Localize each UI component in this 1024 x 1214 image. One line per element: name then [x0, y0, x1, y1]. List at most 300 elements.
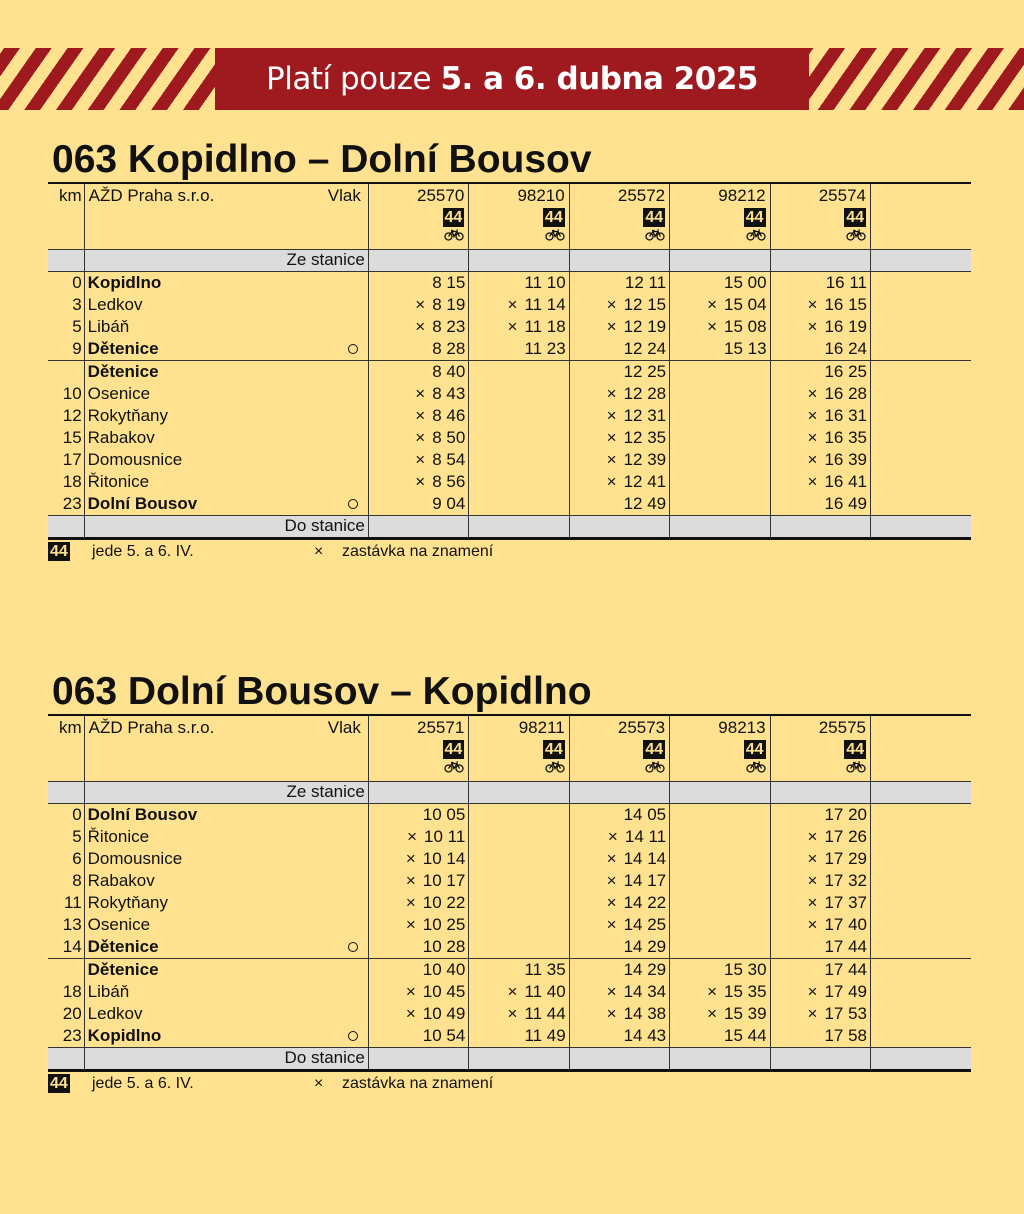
- bicycle-icon: [746, 229, 766, 241]
- departure-time: 12 24: [623, 338, 667, 358]
- departure-time: 10 40: [422, 959, 466, 979]
- departure-time: 10 45: [422, 981, 466, 1001]
- request-stop-icon: ×: [807, 981, 818, 1001]
- station-row: [48, 471, 971, 493]
- departure-time-cell: [368, 294, 468, 316]
- km-header: km: [58, 186, 82, 205]
- station-cell: [84, 493, 368, 516]
- request-stop-icon: ×: [807, 914, 818, 934]
- request-stop-icon: ×: [405, 892, 416, 912]
- legend-badge: 44: [50, 1074, 68, 1092]
- train-number: 25575: [818, 718, 866, 737]
- request-stop-icon: ×: [405, 914, 416, 934]
- station-row: [48, 981, 971, 1003]
- departure-time: 14 43: [623, 1025, 667, 1045]
- station-cell: [84, 405, 368, 427]
- departure-time-cell: [670, 1025, 770, 1048]
- station-name: Dolní Bousov: [87, 493, 198, 513]
- bicycle-icon: [746, 761, 766, 773]
- km-value: 6: [72, 848, 82, 868]
- departure-time: 8 28: [432, 338, 466, 358]
- request-stop-icon: ×: [415, 383, 426, 403]
- departure-time-cell: [469, 493, 569, 516]
- departure-time-cell: [770, 1003, 870, 1025]
- request-stop-icon: ×: [807, 848, 818, 868]
- departure-time: 16 28: [824, 383, 867, 403]
- request-stop-icon: ×: [807, 294, 818, 314]
- departure-time-cell: [469, 360, 569, 383]
- departure-time: 17 49: [824, 981, 867, 1001]
- departure-time-cell: [469, 848, 569, 870]
- departure-time-cell: [368, 471, 468, 493]
- departure-time-cell: [770, 826, 870, 848]
- service-badge: 44: [846, 209, 864, 226]
- departure-time: 8 40: [432, 361, 466, 381]
- km-value: 3: [72, 294, 82, 314]
- station-cell: [84, 848, 368, 870]
- station-name: Dětenice: [87, 338, 159, 358]
- departure-time-cell: [469, 936, 569, 959]
- legend-badge-text: jede 5. a 6. IV.: [92, 542, 194, 560]
- departure-time-cell: [670, 1003, 770, 1025]
- station-row: [48, 848, 971, 870]
- station-name: Dolní Bousov: [87, 804, 198, 824]
- station-row: [48, 892, 971, 914]
- route-title: 063 Kopidlno – Dolní Bousov: [52, 138, 592, 181]
- bicycle-icon: [645, 229, 665, 241]
- departure-time: 11 40: [524, 981, 566, 1001]
- train-number: 98212: [718, 186, 766, 205]
- departure-time-cell: [368, 981, 468, 1003]
- departure-time: 15 13: [724, 338, 767, 358]
- train-label: Vlak: [327, 186, 361, 205]
- departure-time: 17 20: [824, 804, 867, 824]
- operator-name: AŽD Praha s.r.o.: [88, 186, 215, 205]
- departure-time: 14 17: [623, 870, 667, 890]
- departure-time-cell: [469, 870, 569, 892]
- train-number: 98213: [718, 718, 766, 737]
- train-column-header: [670, 183, 770, 249]
- departure-time: 10 14: [422, 848, 466, 868]
- station-row: [48, 493, 971, 516]
- train-number: 25573: [617, 718, 666, 737]
- departure-time-cell: [770, 936, 870, 959]
- station-row: [48, 936, 971, 959]
- from-station-row: [48, 249, 971, 271]
- station-row: [48, 405, 971, 427]
- departure-time-cell: [469, 427, 569, 449]
- request-stop-icon: ×: [507, 316, 518, 336]
- departure-time: 15 04: [724, 294, 767, 314]
- km-value: 15: [62, 427, 82, 447]
- legend: [48, 1073, 971, 1097]
- bicycle-icon: [545, 229, 565, 241]
- departure-time-cell: [670, 848, 770, 870]
- station-name: Rabakov: [87, 870, 155, 890]
- station-name: Kopidlno: [87, 272, 162, 292]
- departure-time: 8 56: [432, 471, 466, 491]
- departure-time: 17 37: [824, 892, 867, 912]
- departure-time-cell: [670, 338, 770, 361]
- legend-request-stop-text: zastávka na znamení: [342, 1074, 494, 1092]
- request-stop-icon: ×: [606, 405, 617, 425]
- station-row: [48, 338, 971, 361]
- request-stop-icon: ×: [314, 1074, 324, 1092]
- departure-time: 10 17: [422, 870, 466, 890]
- departure-time-cell: [569, 383, 669, 405]
- departure-time: 16 31: [824, 405, 867, 425]
- train-number: 25571: [417, 718, 465, 737]
- departure-time: 12 28: [623, 383, 667, 403]
- train-column-header: [770, 183, 870, 249]
- empty-column: [870, 715, 971, 781]
- station-row: [48, 870, 971, 892]
- departure-time-cell: [469, 271, 569, 294]
- departure-time: 16 25: [824, 361, 867, 381]
- departure-time-cell: [469, 981, 569, 1003]
- km-value: 10: [62, 383, 82, 403]
- operator-header: [84, 183, 368, 249]
- departure-time: 14 29: [623, 959, 667, 979]
- departure-time: 17 44: [824, 936, 867, 956]
- departure-time-cell: [670, 826, 770, 848]
- departure-time: 10 22: [422, 892, 466, 912]
- departure-time: 17 53: [824, 1003, 867, 1023]
- departure-time-cell: [569, 271, 669, 294]
- train-number: 25574: [818, 186, 866, 205]
- departure-time-cell: [770, 848, 870, 870]
- km-value: 5: [72, 826, 82, 846]
- validity-text: [215, 48, 809, 110]
- request-stop-icon: ×: [415, 405, 426, 425]
- station-row: [48, 958, 971, 981]
- train-label: Vlak: [327, 718, 361, 737]
- km-value: 12: [62, 405, 82, 425]
- departure-time-cell: [770, 360, 870, 383]
- departure-time-cell: [569, 981, 669, 1003]
- departure-time: 10 54: [422, 1025, 466, 1045]
- train-number: 98211: [518, 718, 565, 737]
- departure-time-cell: [469, 316, 569, 338]
- legend: [48, 541, 971, 565]
- station-cell: [84, 892, 368, 914]
- departure-time: 11 10: [524, 272, 566, 292]
- departure-time-cell: [469, 914, 569, 936]
- station-row: [48, 449, 971, 471]
- station-cell: [84, 870, 368, 892]
- legend-badge-text: jede 5. a 6. IV.: [92, 1074, 194, 1092]
- station-cell: [84, 936, 368, 959]
- departure-time-cell: [770, 427, 870, 449]
- departure-time: 16 39: [824, 449, 867, 469]
- service-badge: 44: [444, 741, 463, 758]
- departure-time: 14 34: [623, 981, 667, 1001]
- station-name: Kopidlno: [87, 1025, 162, 1045]
- request-stop-icon: ×: [807, 449, 818, 469]
- departure-time-cell: [770, 383, 870, 405]
- station-row: [48, 1025, 971, 1048]
- request-stop-icon: ×: [606, 848, 617, 868]
- departure-time-cell: [368, 803, 468, 826]
- station-cell: [84, 360, 368, 383]
- departure-time-cell: [368, 1003, 468, 1025]
- departure-time-cell: [469, 826, 569, 848]
- departure-time: 8 50: [432, 427, 466, 447]
- request-stop-icon: ×: [606, 294, 617, 314]
- request-stop-icon: ×: [606, 892, 617, 912]
- request-stop-icon: ×: [405, 870, 416, 890]
- bicycle-icon: [846, 229, 866, 241]
- departure-time-cell: [770, 316, 870, 338]
- train-number: 98210: [517, 186, 565, 205]
- operator-name: AŽD Praha s.r.o.: [88, 718, 215, 737]
- departure-time: 16 19: [824, 316, 867, 336]
- departure-time: 8 46: [432, 405, 466, 425]
- validity-dates: 5. a 6. dubna 2025: [440, 61, 758, 97]
- departure-time: 14 14: [623, 848, 667, 868]
- route-title: 063 Dolní Bousov – Kopidlno: [52, 670, 592, 713]
- km-value: 18: [62, 981, 82, 1001]
- departure-time: 12 31: [623, 405, 667, 425]
- departure-time-cell: [670, 981, 770, 1003]
- station-cell: [84, 826, 368, 848]
- departure-time: 16 49: [824, 493, 867, 513]
- request-stop-icon: ×: [807, 471, 818, 491]
- departure-time-cell: [569, 936, 669, 959]
- km-header: km: [58, 718, 82, 737]
- departure-time: 11 44: [524, 1003, 566, 1023]
- departure-time: 12 25: [623, 361, 667, 381]
- request-stop-icon: ×: [415, 427, 426, 447]
- departure-time-cell: [368, 848, 468, 870]
- request-stop-icon: ×: [807, 826, 818, 846]
- km-value: [48, 958, 84, 981]
- departure-time: 15 44: [724, 1025, 767, 1045]
- request-stop-icon: ×: [606, 870, 617, 890]
- request-stop-icon: ×: [606, 471, 617, 491]
- empty-column: [870, 183, 971, 249]
- request-stop-icon: ×: [707, 1003, 718, 1023]
- departure-time: 15 00: [724, 272, 767, 292]
- station-name: Osenice: [87, 383, 151, 403]
- departure-time-cell: [670, 803, 770, 826]
- departure-time: 17 29: [824, 848, 867, 868]
- departure-time: 10 11: [424, 826, 466, 846]
- to-station-label: Do stanice: [84, 515, 368, 538]
- station-row: [48, 360, 971, 383]
- departure-time-cell: [368, 892, 468, 914]
- departure-time-cell: [569, 294, 669, 316]
- departure-time: 16 24: [824, 338, 867, 358]
- train-number: 25572: [617, 186, 666, 205]
- km-value: 5: [72, 316, 82, 336]
- station-cell: [84, 338, 368, 361]
- validity-prefix: Platí pouze: [266, 61, 432, 97]
- station-row: [48, 1003, 971, 1025]
- departure-time: 17 58: [824, 1025, 867, 1045]
- service-badge: 44: [544, 209, 563, 226]
- request-stop-icon: ×: [707, 316, 718, 336]
- departure-time-cell: [368, 271, 468, 294]
- departure-time-cell: [670, 360, 770, 383]
- departure-time-cell: [469, 383, 569, 405]
- departure-time: 12 11: [624, 272, 667, 292]
- station-cell: [84, 1025, 368, 1048]
- departure-time-cell: [469, 803, 569, 826]
- departure-time-cell: [770, 493, 870, 516]
- station-name: Osenice: [87, 914, 151, 934]
- departure-time: 11 14: [524, 294, 566, 314]
- to-station-label: Do stanice: [84, 1047, 368, 1070]
- from-station-label: Ze stanice: [84, 249, 368, 271]
- station-row: [48, 826, 971, 848]
- departure-time: 10 28: [422, 936, 466, 956]
- station-cell: [84, 294, 368, 316]
- departure-time-cell: [469, 1025, 569, 1048]
- departure-time: 10 05: [422, 804, 466, 824]
- station-cell: [84, 958, 368, 981]
- departure-time-cell: [770, 405, 870, 427]
- train-column-header: [569, 183, 669, 249]
- request-stop-icon: ×: [707, 981, 718, 1001]
- request-stop-icon: ×: [314, 542, 324, 560]
- station-cell: [84, 383, 368, 405]
- request-stop-icon: ×: [607, 826, 618, 846]
- departure-time: 15 08: [724, 316, 767, 336]
- request-stop-icon: ×: [415, 316, 426, 336]
- station-cell: [84, 271, 368, 294]
- from-station-label: Ze stanice: [84, 781, 368, 803]
- departure-time-cell: [670, 892, 770, 914]
- station-cell: [84, 316, 368, 338]
- departure-time-cell: [670, 449, 770, 471]
- bicycle-icon: [444, 229, 464, 241]
- departure-time: 11 23: [524, 338, 566, 358]
- departure-time: 16 35: [824, 427, 867, 447]
- departure-time-cell: [569, 471, 669, 493]
- departure-time: 14 25: [623, 914, 667, 934]
- station-row: [48, 316, 971, 338]
- request-stop-icon: ×: [807, 870, 818, 890]
- departure-time-cell: [569, 958, 669, 981]
- departure-time: 8 15: [432, 272, 466, 292]
- departure-time-cell: [770, 914, 870, 936]
- departure-time: 11 18: [524, 316, 566, 336]
- request-stop-icon: ×: [807, 405, 818, 425]
- departure-time: 12 49: [623, 493, 667, 513]
- bicycle-icon: [645, 761, 665, 773]
- departure-time-cell: [469, 471, 569, 493]
- service-badge: 44: [645, 209, 664, 226]
- departure-time-cell: [670, 958, 770, 981]
- legend-badge: 44: [50, 542, 68, 560]
- departure-time-cell: [368, 826, 468, 848]
- departure-time: 15 30: [724, 959, 767, 979]
- departure-time-cell: [569, 848, 669, 870]
- station-name: Řitonice: [87, 826, 150, 846]
- service-badge: 44: [846, 741, 864, 758]
- station-name: Dětenice: [87, 361, 159, 381]
- train-column-header: [469, 183, 569, 249]
- departure-time: 12 35: [623, 427, 667, 447]
- request-stop-icon: ×: [606, 981, 617, 1001]
- departure-time-cell: [469, 958, 569, 981]
- departure-time-cell: [569, 338, 669, 361]
- station-row: [48, 427, 971, 449]
- departure-time-cell: [368, 449, 468, 471]
- timetable: [48, 182, 971, 540]
- station-name: Libáň: [87, 316, 130, 336]
- request-stop-icon: ×: [606, 914, 617, 934]
- departure-time-cell: [368, 338, 468, 361]
- station-cell: [84, 914, 368, 936]
- departure-time-cell: [770, 271, 870, 294]
- departure-time-cell: [670, 471, 770, 493]
- request-stop-icon: ×: [606, 1003, 617, 1023]
- departure-time-cell: [569, 360, 669, 383]
- departure-time: 16 11: [825, 272, 867, 292]
- km-value: 20: [62, 1003, 82, 1023]
- request-stop-icon: ×: [407, 826, 418, 846]
- request-stop-icon: ×: [707, 294, 718, 314]
- departure-time: 15 39: [724, 1003, 767, 1023]
- departure-time-cell: [670, 316, 770, 338]
- departure-time-cell: [569, 803, 669, 826]
- service-badge: 44: [645, 741, 664, 758]
- station-name: Rokytňany: [87, 405, 168, 425]
- station-name: Dětenice: [87, 936, 159, 956]
- departure-time: 14 38: [623, 1003, 667, 1023]
- departure-time-cell: [469, 449, 569, 471]
- departure-time: 14 29: [623, 936, 667, 956]
- departure-time: 10 49: [422, 1003, 466, 1023]
- request-stop-icon: ×: [405, 1003, 416, 1023]
- request-stop-icon: ×: [807, 383, 818, 403]
- train-column-header: [670, 715, 770, 781]
- departure-time-cell: [569, 493, 669, 516]
- km-value: 13: [62, 914, 82, 934]
- station-row: [48, 271, 971, 294]
- operator-header: [84, 715, 368, 781]
- departure-time-cell: [670, 427, 770, 449]
- station-name: Ledkov: [87, 1003, 143, 1023]
- request-stop-icon: ×: [606, 427, 617, 447]
- departure-time-cell: [770, 294, 870, 316]
- departure-time-cell: [368, 383, 468, 405]
- departure-time-cell: [569, 892, 669, 914]
- timetable: [48, 714, 971, 1072]
- departure-time: 14 22: [623, 892, 667, 912]
- station-row: [48, 914, 971, 936]
- departure-time: 8 23: [432, 316, 466, 336]
- departure-time-cell: [368, 914, 468, 936]
- departure-time-cell: [670, 493, 770, 516]
- validity-banner: [0, 48, 1024, 110]
- departure-time: 17 44: [824, 959, 867, 979]
- departure-time-cell: [670, 870, 770, 892]
- km-value: 11: [64, 892, 82, 912]
- departure-time: 12 15: [623, 294, 667, 314]
- departure-time-cell: [670, 383, 770, 405]
- train-column-header: [368, 183, 468, 249]
- departure-time-cell: [368, 958, 468, 981]
- departure-time-cell: [770, 958, 870, 981]
- departure-time-cell: [569, 1025, 669, 1048]
- departure-time-cell: [569, 826, 669, 848]
- station-cell: [84, 471, 368, 493]
- to-station-row: [48, 515, 971, 538]
- departure-time-cell: [368, 360, 468, 383]
